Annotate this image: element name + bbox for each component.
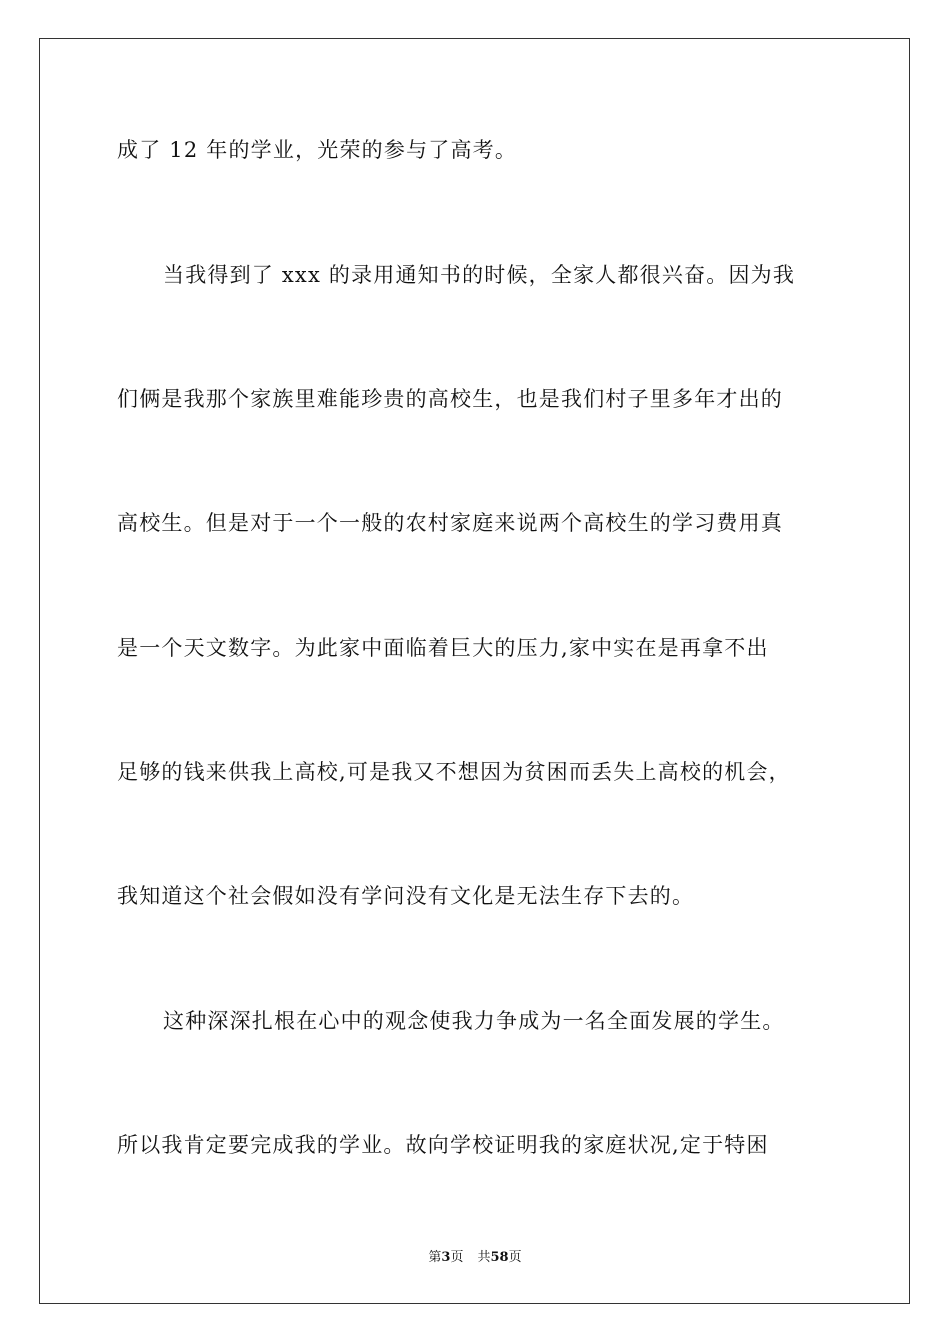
body-line-3: 们俩是我那个家族里难能珍贵的高校生，也是我们村子里多年才出的 (117, 387, 783, 411)
footer-page-number: 3 (441, 1250, 451, 1265)
body-line-5: 是一个天文数字。为此家中面临着巨大的压力,家中实在是再拿不出 (117, 636, 769, 660)
footer-page-suffix: 页 (450, 1250, 464, 1265)
body-line-1: 成了 12 年的学业，光荣的参与了高考。 (117, 138, 518, 162)
body-line-9: 所以我肯定要完成我的学业。故向学校证明我的家庭状况,定于特困 (117, 1133, 769, 1157)
page-footer (0, 1249, 950, 1267)
body-line-7: 我知道这个社会假如没有学问没有文化是无法生存下去的。 (117, 884, 695, 908)
footer-total-pages: 58 (490, 1250, 509, 1265)
footer-total-prefix: 共 (477, 1250, 491, 1265)
footer-total-suffix: 页 (508, 1250, 522, 1265)
footer-page-prefix: 第 (428, 1250, 442, 1265)
body-line-4: 高校生。但是对于一个一般的农村家庭来说两个高校生的学习费用真 (117, 511, 783, 535)
body-line-6: 足够的钱来供我上高校,可是我又不想因为贫困而丢失上高校的机会， (117, 760, 791, 784)
page-frame (39, 38, 910, 1304)
body-line-8: 这种深深扎根在心中的观念使我力争成为一名全面发展的学生。 (163, 1009, 785, 1033)
body-line-2: 当我得到了 xxx 的录用通知书的时候，全家人都很兴奋。因为我 (163, 263, 796, 287)
